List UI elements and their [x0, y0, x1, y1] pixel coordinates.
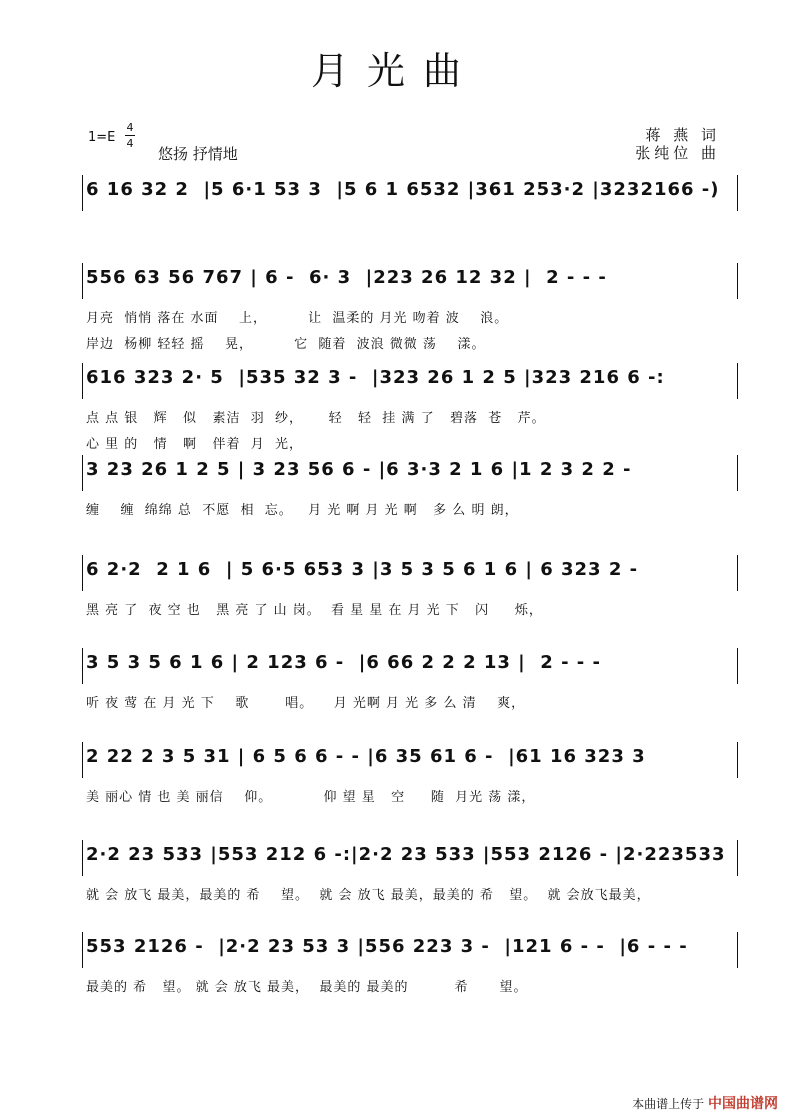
lyric-line: 美 丽心 情 也 美 丽信 仰。 仰 望 星 空 随 月光 荡 漾，: [86, 790, 536, 805]
key-signature: 1=E: [88, 130, 116, 145]
barline: [737, 263, 738, 299]
lyric-line: 最美的 希 望。 就 会 放飞 最美， 最美的 最美的 希 望。: [86, 980, 528, 995]
composer: 张纯位 曲: [635, 144, 720, 162]
barline: [82, 932, 83, 968]
barline: [82, 263, 83, 299]
lyric-line: 就 会 放飞 最美，最美的 希 望。 就 会 放飞 最美，最美的 希 望。 就 会放飞最美，: [86, 888, 651, 903]
tempo-marking: 悠扬 抒情地: [158, 145, 238, 163]
footer-brand: 中国曲谱网: [708, 1096, 778, 1112]
barline: [82, 555, 83, 591]
notation-line: 6 16 32 2 |5 6·1 53 3 |5 6 1 6532 |361 253·2 |3232166 -): [86, 179, 720, 200]
lyric-line: 心 里 的 情 啊 伴着 月 光，: [86, 437, 303, 452]
notation-line: 2·2 23 533 |553 212 6 -:|2·2 23 533 |553 2126 - |2·223533: [86, 844, 726, 865]
barline: [82, 455, 83, 491]
barline: [737, 648, 738, 684]
notation-line: 553 2126 - |2·2 23 53 3 |556 223 3 - |121 6 - - |6 - - -: [86, 936, 688, 957]
notation-line: 3 5 3 5 6 1 6 | 2 123 6 - |6 66 2 2 2 13 | 2 - - -: [86, 652, 602, 673]
barline: [82, 742, 83, 778]
lyric-line: 黑 亮 了 夜 空 也 黑 亮 了 山 岗。 看 星 星 在 月 光 下 闪 烁，: [86, 603, 543, 618]
meter-bottom: 4: [126, 137, 134, 150]
barline: [82, 648, 83, 684]
notation-line: 2 22 2 3 5 31 | 6 5 6 6 - - |6 35 61 6 - |61 16 323 3: [86, 746, 646, 767]
lyricist: 蒋 燕 词: [645, 126, 720, 144]
lyric-line: 月亮 悄悄 落在 水面 上， 让 温柔的 月光 吻着 波 浪。: [86, 311, 509, 326]
barline: [737, 932, 738, 968]
footer: [632, 1093, 778, 1113]
barline: [737, 840, 738, 876]
lyric-line: 点 点 银 辉 似 素洁 羽 纱， 轻 轻 挂 满 了 碧落 苍 芹。: [86, 411, 546, 426]
barline: [737, 363, 738, 399]
song-title: 月光曲: [310, 49, 479, 93]
notation-line: 3 23 26 1 2 5 | 3 23 56 6 - |6 3·3 2 1 6 |1 2 3 2 2 -: [86, 459, 632, 480]
time-signature: [125, 120, 135, 151]
barline: [737, 555, 738, 591]
barline: [82, 363, 83, 399]
barline: [737, 455, 738, 491]
notation-line: 556 63 56 767 | 6 - 6· 3 |223 26 12 32 | 2 - - -: [86, 267, 607, 288]
credits: [635, 126, 720, 162]
meter-top: 4: [126, 121, 134, 134]
lyric-line: 岸边 杨柳 轻轻 摇 晃， 它 随着 波浪 微微 荡 漾。: [86, 337, 486, 352]
barline: [737, 742, 738, 778]
footer-prefix: 本曲谱上传于: [632, 1097, 705, 1111]
lyric-line: 缠 缠 绵绵 总 不愿 相 忘。 月 光 啊 月 光 啊 多 么 明 朗，: [86, 503, 519, 518]
lyric-line: 听 夜 莺 在 月 光 下 歌 唱。 月 光啊 月 光 多 么 清 爽，: [86, 696, 526, 711]
barline: [82, 840, 83, 876]
barline: [82, 175, 83, 211]
barline: [737, 175, 738, 211]
notation-line: 616 323 2· 5 |535 32 3 - |323 26 1 2 5 |323 216 6 -:: [86, 367, 665, 388]
notation-line: 6 2·2 2 1 6 | 5 6·5 653 3 |3 5 3 5 6 1 6 | 6 323 2 -: [86, 559, 639, 580]
